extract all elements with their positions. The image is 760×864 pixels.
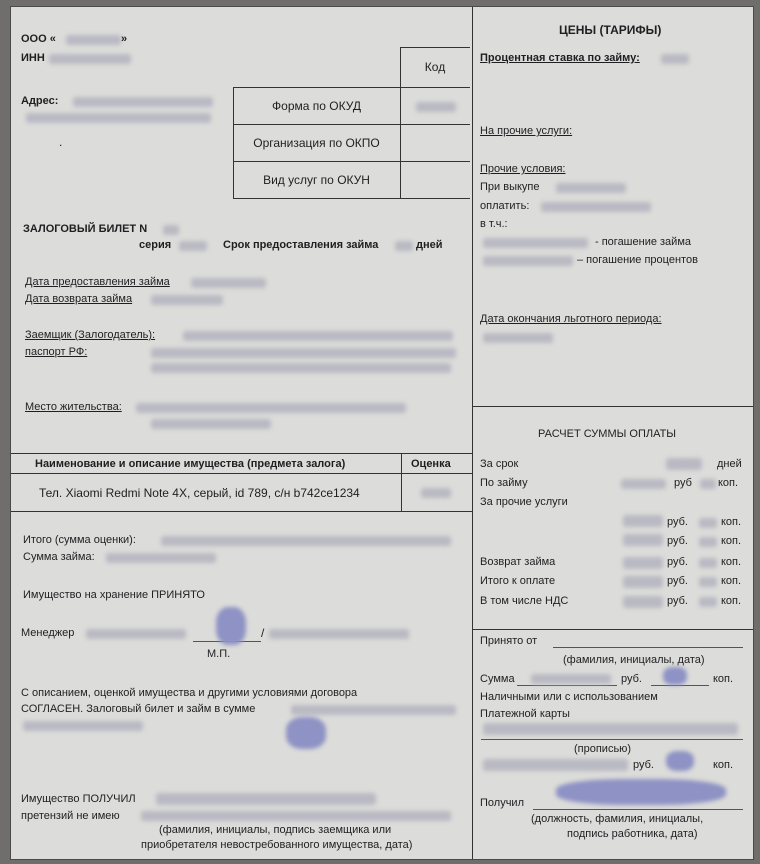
redacted-address-1 (73, 97, 213, 107)
redacted-property-value (421, 488, 451, 498)
accepted-storage-text: Имущество на хранение ПРИНЯТО (23, 589, 205, 601)
pawn-ticket-sheet (10, 6, 754, 860)
agreement-line-2: СОГЛАСЕН. Залоговый билет и займ в сумме (21, 703, 256, 715)
redacted-receiver (156, 793, 376, 805)
received-by-label: Получил (480, 797, 524, 809)
redacted-loan-repay (483, 238, 588, 248)
worker-signature (556, 779, 726, 805)
receipt-kop-mark-2 (666, 751, 694, 771)
redacted-agreement-words (23, 721, 143, 731)
pay-label: оплатить: (480, 200, 530, 212)
passport-label: паспорт РФ: (25, 346, 88, 358)
column-divider (472, 7, 473, 859)
issue-date-label: Дата предоставления займа (25, 276, 170, 288)
redacted-passport-2 (151, 363, 451, 373)
receipt-rub-label: руб. (621, 673, 642, 685)
loan-kop-label: коп. (718, 477, 739, 489)
ticket-title: ЗАЛОГОВЫЙ БИЛЕТ N (23, 223, 148, 235)
redacted-manager-initials (269, 629, 409, 639)
redacted-address-2 (26, 113, 211, 123)
redacted-loan-rub (621, 479, 666, 489)
redacted-borrower (183, 331, 453, 341)
worker-caption-1: (должность, фамилия, инициалы, (531, 813, 704, 825)
worker-caption-2: подпись работника, дата) (567, 828, 698, 840)
redacted-total-rub (623, 576, 663, 588)
org-name-label: ООО « (21, 33, 56, 45)
redacted-interest-repay (483, 256, 573, 266)
signature-slash: / (261, 626, 265, 640)
redacted-interest-rate (661, 54, 689, 64)
redacted-services-kop-1 (699, 518, 717, 528)
term-label: Срок предоставления займа (223, 239, 379, 251)
redacted-vat-kop (699, 597, 717, 607)
loan-return-label: Возврат займа (480, 556, 556, 568)
redacted-issue-date (191, 278, 266, 288)
loan-repay-label: - погашение займа (595, 236, 692, 248)
redacted-receiver-signature (141, 811, 451, 821)
services-rub-label-1: руб. (667, 516, 688, 528)
property-value-header: Оценка (411, 458, 451, 470)
including-label: в т.ч.: (480, 218, 508, 230)
vat-kop-label: коп. (721, 595, 742, 607)
cash-line: Наличными или с использованием (480, 691, 658, 703)
residence-label: Место жительства: (25, 401, 122, 413)
prices-title: ЦЕНЫ (ТАРИФЫ) (559, 23, 662, 37)
card-line: Платежной карты (480, 708, 570, 720)
address-label: Адрес: (21, 95, 59, 107)
redacted-term-days (666, 458, 702, 470)
redacted-return-rub (623, 557, 663, 569)
in-words-caption: (прописью) (574, 743, 632, 755)
borrower-label: Заемщик (Залогодатель): (25, 329, 156, 341)
redacted-services-rub-2 (623, 534, 663, 546)
redacted-term (395, 241, 413, 251)
return-kop-label: коп. (721, 556, 742, 568)
no-claims-text: претензий не имею (21, 810, 120, 822)
redacted-pay-amount (541, 202, 651, 212)
loan-rub-label: руб (674, 477, 692, 489)
redacted-return-date (151, 295, 223, 305)
interest-rate-label: Процентная ставка по займу: (480, 52, 640, 64)
property-received-label: Имущество ПОЛУЧИЛ (21, 793, 136, 805)
property-item-description: Тел. Xiaomi Redmi Note 4X, серый, id 789, с/н b742ce1234 (39, 486, 360, 500)
payment-calc-title: РАСЧЕТ СУММЫ ОПЛАТЫ (538, 428, 677, 440)
receipt-kop-mark (663, 667, 687, 685)
receipt-kop-label: коп. (713, 673, 734, 685)
by-loan-label: По займу (480, 477, 528, 489)
receipt-sum-label: Сумма (480, 673, 515, 685)
redacted-residence-1 (136, 403, 406, 413)
redacted-grace-date (483, 333, 553, 343)
total-rub-label: руб. (667, 575, 688, 587)
receipt-rub-label-2: руб. (633, 759, 654, 771)
redacted-org-name (66, 35, 121, 45)
signature-caption-1: (фамилия, инициалы, подпись заемщика или (159, 824, 392, 836)
vat-label: В том числе НДС (480, 595, 569, 607)
for-term-days: дней (717, 458, 742, 470)
redacted-return-kop (699, 558, 717, 568)
agreement-line-1: С описанием, оценкой имущества и другими условиями договора (21, 687, 358, 699)
codes-table (233, 47, 470, 199)
redacted-okud-code (416, 102, 456, 112)
services-kop-label-1: коп. (721, 516, 742, 528)
redacted-receipt-rub-words (483, 759, 628, 771)
services-kop-label-2: коп. (721, 535, 742, 547)
other-terms-label: Прочие условия: (480, 163, 566, 175)
borrower-signature-1 (286, 717, 326, 749)
accepted-from-label: Принято от (480, 635, 538, 647)
okud-label: Форма по ОКУД (272, 98, 361, 113)
manager-signature (216, 607, 246, 645)
redacted-agreement-sum (291, 705, 456, 715)
signature-caption-2: приобретателя невостребованного имущества, дата) (141, 839, 413, 851)
property-name-header: Наименование и описание имущества (предмета залога) (35, 458, 346, 470)
redacted-loan-sum (106, 553, 216, 563)
fio-caption: (фамилия, инициалы, дата) (563, 654, 705, 666)
redacted-passport-1 (151, 348, 456, 358)
total-kop-label: коп. (721, 575, 742, 587)
redacted-services-kop-2 (699, 537, 717, 547)
inn-label: ИНН (21, 52, 45, 64)
redacted-receipt-sum (531, 674, 611, 684)
manager-label: Менеджер (21, 627, 75, 639)
stray-dot: . (59, 135, 63, 149)
loan-sum-label: Сумма займа: (23, 551, 95, 563)
stamp-place-label: М.П. (207, 648, 231, 660)
redacted-services-rub-1 (623, 515, 663, 527)
okun-label: Вид услуг по ОКУН (263, 172, 370, 187)
for-term-label: За срок (480, 458, 519, 470)
redacted-manager-name (86, 629, 186, 639)
grace-period-label: Дата окончания льготного периода: (480, 313, 662, 325)
total-to-pay-label: Итого к оплате (480, 575, 556, 587)
series-label: серия (139, 239, 172, 251)
redacted-series (179, 241, 207, 251)
code-header: Код (424, 60, 446, 74)
return-rub-label: руб. (667, 556, 688, 568)
redacted-residence-2 (151, 419, 271, 429)
buyout-label: При выкупе (480, 181, 540, 193)
redacted-ticket-number (163, 225, 179, 235)
redacted-inn (49, 54, 131, 64)
services-rub-label-2: руб. (667, 535, 688, 547)
redacted-sum-in-words (483, 723, 738, 735)
receipt-kop-label-2: коп. (713, 759, 734, 771)
redacted-total-kop (699, 577, 717, 587)
redacted-total-estimate (161, 536, 451, 546)
redacted-buyout (556, 183, 626, 193)
okpo-label: Организация по ОКПО (253, 135, 380, 150)
redacted-vat-rub (623, 596, 663, 608)
org-name-suffix: » (121, 33, 128, 45)
redacted-loan-kop (700, 479, 716, 489)
vat-rub-label: руб. (667, 595, 688, 607)
other-services-label: На прочие услуги: (480, 125, 573, 137)
total-estimate-label: Итого (сумма оценки): (23, 534, 136, 546)
return-date-label: Дата возврата займа (25, 293, 133, 305)
interest-repay-label: – погашение процентов (577, 254, 698, 266)
term-days-label: дней (416, 239, 443, 251)
other-services-fee-label: За прочие услуги (480, 496, 568, 508)
